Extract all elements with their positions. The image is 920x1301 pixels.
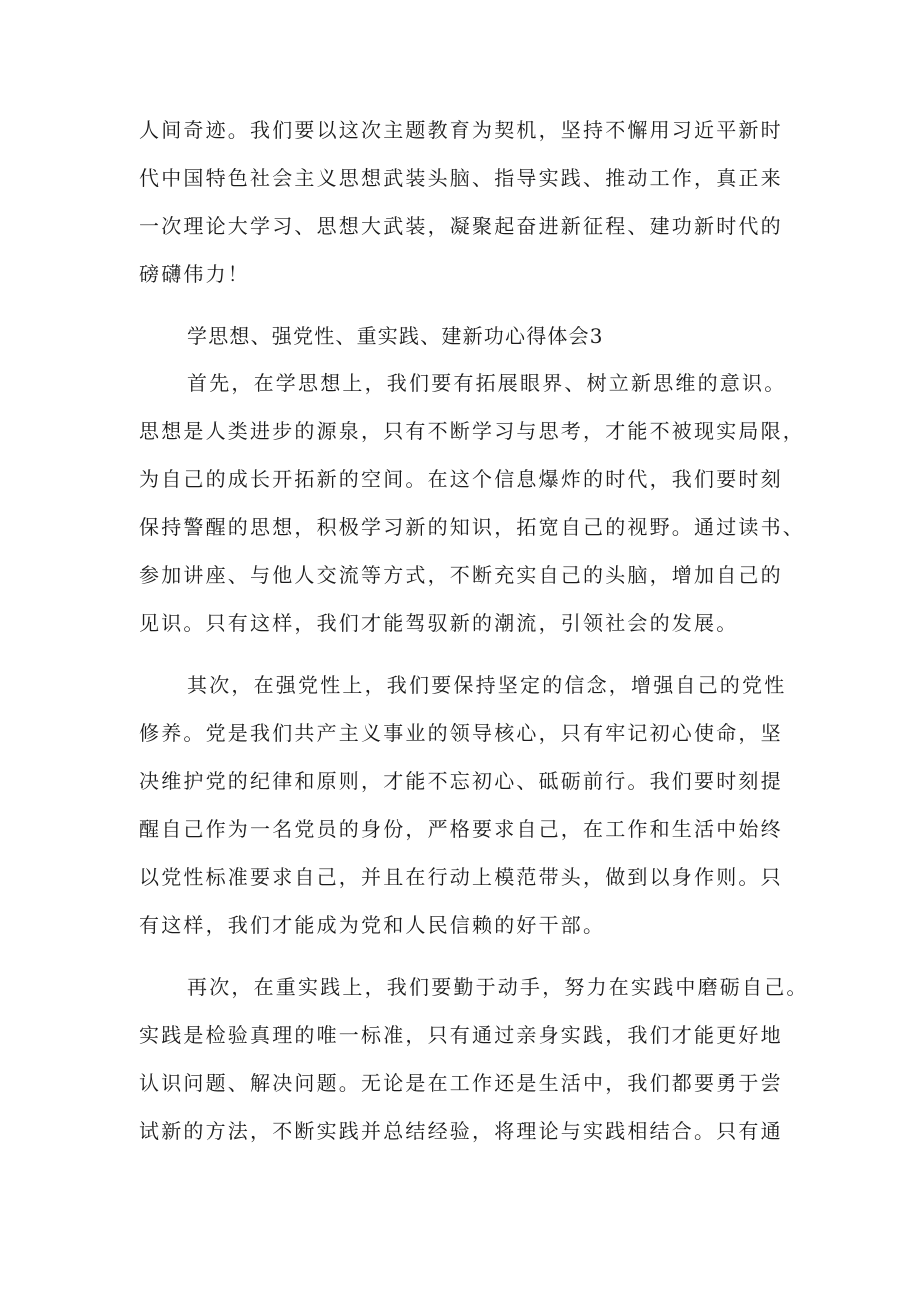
paragraph-2-line-1: 首先，在学思想上，我们要有拓展眼界、树立新思维的意识。 (187, 371, 787, 395)
paragraph-3-line-1: 其次，在强党性上，我们要保持坚定的信念，增强自己的党性 (187, 673, 787, 697)
paragraph-3-line-4: 醒自己作为一名党员的身份，严格要求自己，在工作和生活中始终 (139, 817, 783, 841)
paragraph-4-line-3: 认识问题、解决问题。无论是在工作还是生活中，我们都要勇于尝 (139, 1071, 783, 1095)
paragraph-1-line-3: 一次理论大学习、思想大武装，凝聚起奋进新征程、建功新时代的 (139, 214, 783, 238)
paragraph-1-line-4: 磅礴伟力！ (139, 262, 250, 286)
paragraph-3-line-5: 以党性标准要求自己，并且在行动上模范带头，做到以身作则。只 (139, 865, 783, 889)
paragraph-2-line-5: 参加讲座、与他人交流等方式，不断充实自己的头脑，增加自己的 (139, 563, 783, 587)
paragraph-1-line-2: 代中国特色社会主义思想武装头脑、指导实践、推动工作，真正来 (139, 166, 783, 190)
paragraph-4-line-1: 再次，在重实践上，我们要勤于动手，努力在实践中磨砺自己。 (187, 975, 809, 999)
paragraph-3-line-2: 修养。党是我们共产主义事业的领导核心，只有牢记初心使命，坚 (139, 721, 783, 745)
paragraph-2-line-6: 见识。只有这样，我们才能驾驭新的潮流，引领社会的发展。 (139, 611, 739, 635)
paragraph-1-line-1: 人间奇迹。我们要以这次主题教育为契机，坚持不懈用习近平新时 (139, 118, 783, 142)
paragraph-3-line-3: 决维护党的纪律和原则，才能不忘初心、砥砺前行。我们要时刻提 (139, 769, 783, 793)
section-heading: 学思想、强党性、重实践、建新功心得体会3 (187, 324, 604, 348)
paragraph-3-line-6: 有这样，我们才能成为党和人民信赖的好干部。 (139, 913, 606, 937)
paragraph-2-line-4: 保持警醒的思想，积极学习新的知识，拓宽自己的视野。通过读书、 (139, 515, 805, 539)
paragraph-2-line-2: 思想是人类进步的源泉，只有不断学习与思考，才能不被现实局限， (139, 419, 805, 443)
paragraph-2-line-3: 为自己的成长开拓新的空间。在这个信息爆炸的时代，我们要时刻 (139, 467, 783, 491)
paragraph-4-line-2: 实践是检验真理的唯一标准，只有通过亲身实践，我们才能更好地 (139, 1023, 783, 1047)
paragraph-4-line-4: 试新的方法，不断实践并总结经验，将理论与实践相结合。只有通 (139, 1119, 783, 1143)
